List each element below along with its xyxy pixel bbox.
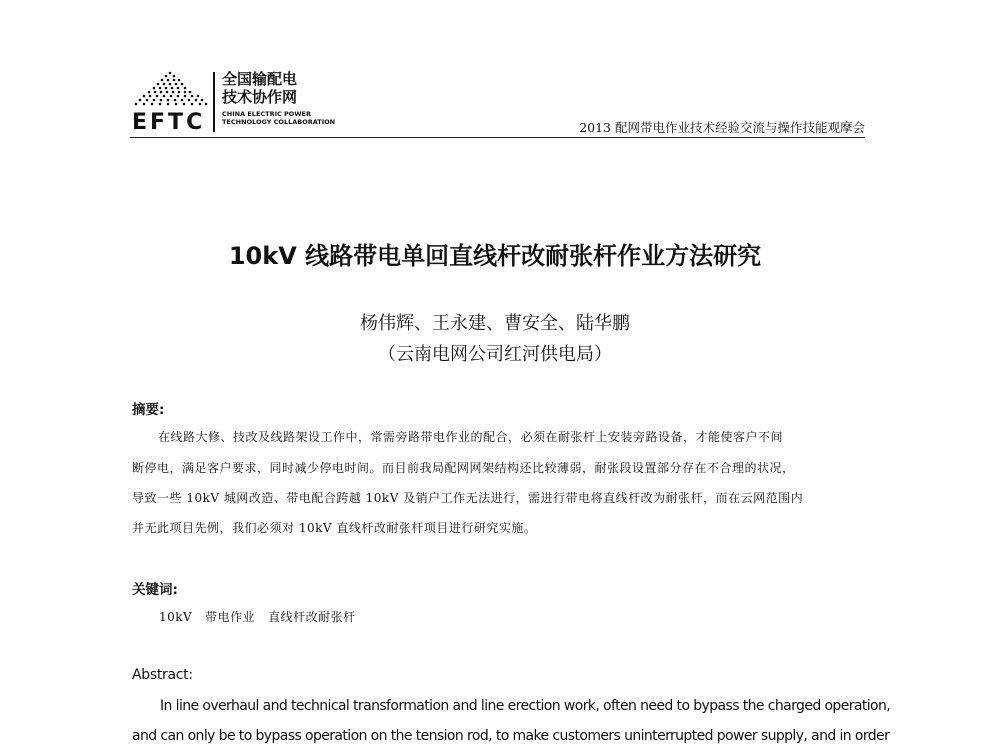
keywords-text: 10kV 带电作业 直线杆改耐张杆 xyxy=(159,610,356,624)
logo-text xyxy=(222,70,335,126)
abstract-label: 摘要: xyxy=(132,402,165,418)
header-rule xyxy=(130,137,865,138)
abstract-line: 导致一些 10kV 城网改造、带电配合跨越 10kV 及销户工作无法进行，需进行带电将直线杆改为耐张杆，而在云网范围内 xyxy=(132,491,804,505)
eftc-logo xyxy=(130,70,210,135)
logo-en-line1: CHINA ELECTRIC POWER xyxy=(222,110,311,118)
abstract-line: 在线路大修、技改及线路架设工作中，常需旁路带电作业的配合，必须在耐张杆上安装旁路设备，才能使客户不间 xyxy=(158,430,784,444)
page-header xyxy=(130,70,865,136)
logo-divider xyxy=(213,72,215,132)
english-abstract-line: In line overhaul and technical transformation and line erection work, often need to bypass the charged operation, xyxy=(160,698,891,714)
paper-authors: 杨伟辉、王永建、曹安全、陆华鹏 xyxy=(360,313,630,334)
logo-abbreviation: EFTC xyxy=(132,110,206,135)
keywords-label: 关键词: xyxy=(132,582,178,598)
conference-title: 2013 配网带电作业技术经验交流与操作技能观摩会 xyxy=(579,120,865,135)
english-abstract-line: and can only be to bypass operation on the tension rod, to make customers uninterrupted power supply, and in order xyxy=(132,728,890,744)
logo-cn-line2: 技术协作网 xyxy=(222,88,298,106)
pylon-dots-icon xyxy=(130,70,210,112)
paper-affiliation: （云南电网公司红河供电局） xyxy=(378,344,612,365)
abstract-line: 断停电，满足客户要求，同时减少停电时间。而目前我局配网网架结构还比较薄弱，耐张段设置部分存在不合理的状况， xyxy=(132,461,795,475)
abstract-line: 并无此项目先例，我们必须对 10kV 直线杆改耐张杆项目进行研究实施。 xyxy=(132,521,537,535)
logo-en-line2: TECHNOLOGY COLLABORATION xyxy=(222,118,336,126)
english-abstract-label: Abstract: xyxy=(132,667,193,683)
logo-cn-line1: 全国输配电 xyxy=(222,70,298,88)
paper-title: 10kV 线路带电单回直线杆改耐张杆作业方法研究 xyxy=(228,242,762,270)
